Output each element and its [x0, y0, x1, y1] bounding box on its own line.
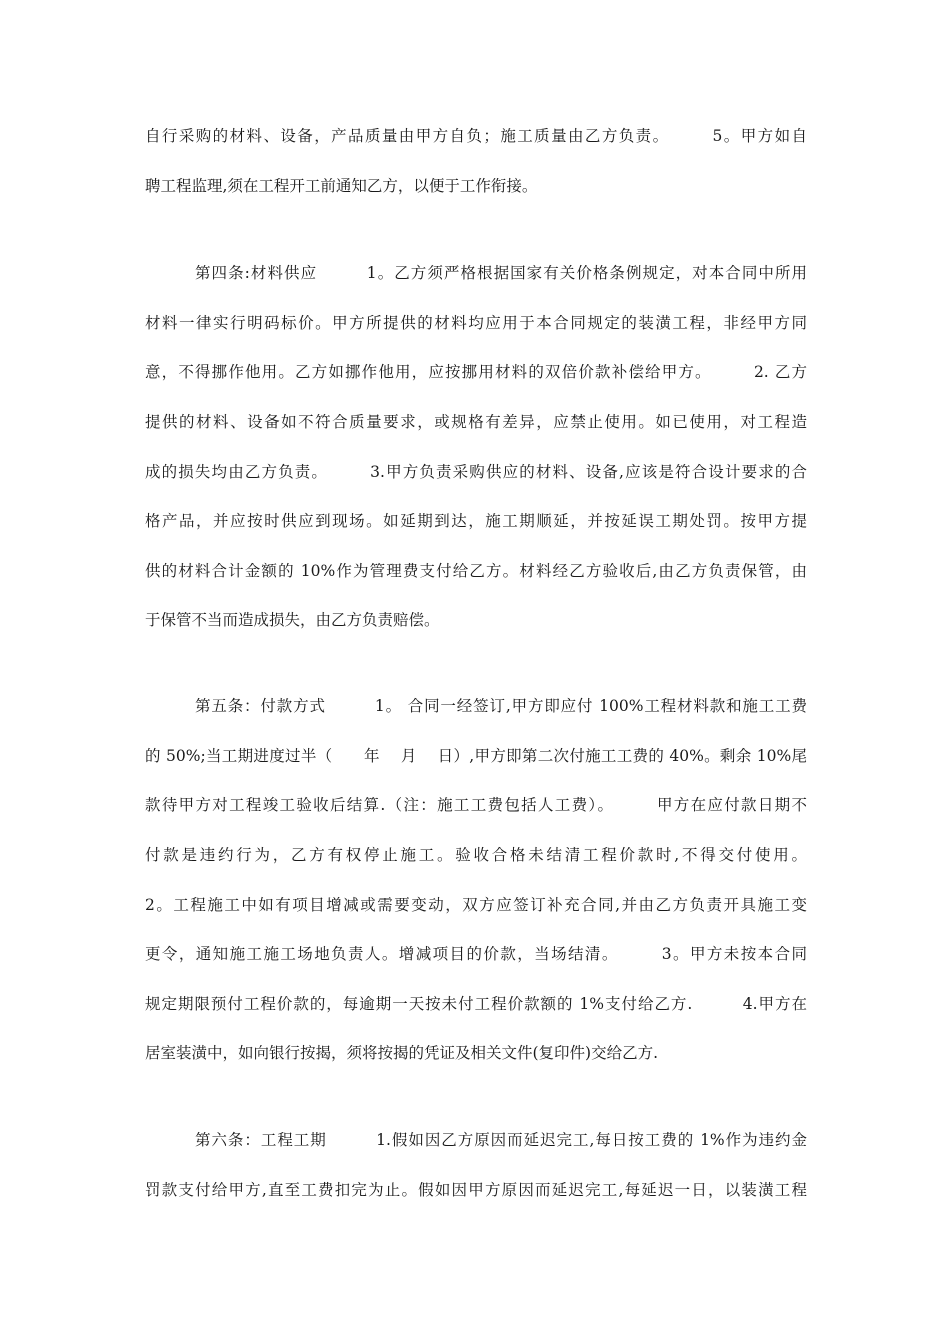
- paragraph-line: 提供的材料、设备如不符合质量要求，或规格有差异，应禁止使用。如已使用，对工程造: [145, 413, 807, 431]
- paragraph-line: 材料一律实行明码标价。甲方所提供的材料均应用于本合同规定的装潢工程，非经甲方同: [145, 314, 807, 332]
- paragraph-line: 更令，通知施工施工场地负责人。增减项目的价款，当场结清。 3。甲方未按本合同: [145, 945, 807, 963]
- section-heading-line: 第五条：付款方式 1。 合同一经签订,甲方即应付 100%工程材料款和施工工费: [195, 697, 807, 715]
- paragraph-line: 格产品，并应按时供应到现场。如延期到达，施工期顺延，并按延误工期处罚。按甲方提: [145, 512, 807, 530]
- paragraph-line: 自行采购的材料、设备，产品质量由甲方自负；施工质量由乙方负责。 5。甲方如自: [145, 127, 807, 145]
- paragraph-line: 付款是违约行为，乙方有权停止施工。验收合格未结清工程价款时,不得交付使用。: [145, 846, 807, 864]
- section-heading-line: 第六条：工程工期 1.假如因乙方原因而延迟完工,每日按工费的 1%作为违约金: [195, 1131, 807, 1149]
- paragraph-line: 于保管不当而造成损失，由乙方负责赔偿。: [145, 611, 440, 629]
- section-heading-line: 第四条:材料供应 1。乙方须严格根据国家有关价格条例规定，对本合同中所用: [195, 264, 807, 282]
- paragraph-line: 供的材料合计金额的 10%作为管理费支付给乙方。材料经乙方验收后,由乙方负责保管，由: [145, 562, 807, 580]
- paragraph-line: 的 50%;当工期进度过半（ 年 月 日）,甲方即第二次付施工工费的 40%。剩余 10%尾: [145, 747, 807, 765]
- paragraph-line: 居室装潢中，如向银行按揭，须将按揭的凭证及相关文件(复印件)交给乙方.: [145, 1044, 659, 1062]
- paragraph-line: 意，不得挪作他用。乙方如挪作他用，应按挪用材料的双倍价款补偿给甲方。 2. 乙方: [145, 363, 807, 381]
- paragraph-line: 罚款支付给甲方,直至工费扣完为止。假如因甲方原因而延迟完工,每延迟一日，以装潢工程: [145, 1181, 807, 1199]
- paragraph-line: 成的损失均由乙方负责。 3.甲方负责采购供应的材料、设备,应该是符合设计要求的合: [145, 463, 807, 481]
- paragraph-line: 规定期限预付工程价款的，每逾期一天按未付工程价款额的 1%支付给乙方. 4.甲方在: [145, 995, 807, 1013]
- paragraph-line: 2。工程施工中如有项目增减或需要变动，双方应签订补充合同,并由乙方负责开具施工变: [145, 896, 807, 914]
- paragraph-line: 款待甲方对工程竣工验收后结算.（注：施工工费包括人工费）。 甲方在应付款日期不: [145, 796, 807, 814]
- paragraph-line: 聘工程监理,须在工程开工前通知乙方，以便于工作衔接。: [145, 177, 538, 195]
